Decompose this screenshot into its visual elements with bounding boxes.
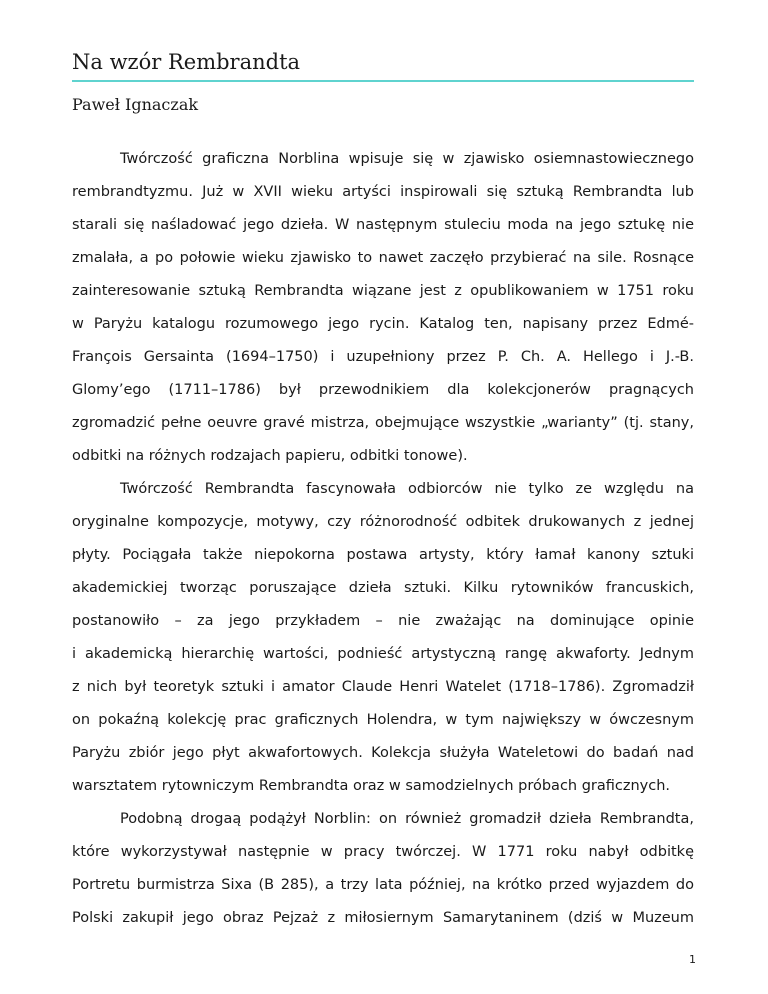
paragraph-2-line-6: i akademicką hierarchię wartości, podnieść artystyczną rangę akwaforty. Jednym <box>72 646 694 662</box>
paragraph-1-line-10: odbitki na różnych rodzajach papieru, odbitki tonowe). <box>72 448 468 464</box>
author-name: Paweł Ignaczak <box>72 95 199 114</box>
paragraph-2-line-3: płyty. Pociągała także niepokorna postawa artysty, który łamał kanony sztuki <box>72 547 694 563</box>
paragraph-2-line-7: z nich był teoretyk sztuki i amator Claude Henri Watelet (1718–1786). Zgromadził <box>72 679 694 695</box>
paragraph-2-line-2: oryginalne kompozycje, motywy, czy różnorodność odbitek drukowanych z jednej <box>72 514 694 530</box>
paragraph-1-line-4: zmalała, a po połowie wieku zjawisko to nawet zaczęło przybierać na sile. Rosnące <box>72 250 694 266</box>
paragraph-1-line-5: zainteresowanie sztuką Rembrandta wiązane jest z opublikowaniem w 1751 roku <box>72 283 694 299</box>
paragraph-3-line-2: które wykorzystywał następnie w pracy twórczej. W 1771 roku nabył odbitkę <box>72 844 694 860</box>
page-number: 1 <box>689 953 696 966</box>
paragraph-2-line-9: Paryżu zbiór jego płyt akwafortowych. Kolekcja służyła Wateletowi do badań nad <box>72 745 694 761</box>
paragraph-2-line-10: warsztatem rytowniczym Rembrandta oraz w samodzielnych próbach graficznych. <box>72 778 671 794</box>
paragraph-3-line-3: Portretu burmistrza Sixa (B 285), a trzy lata później, na krótko przed wyjazdem do <box>72 877 694 893</box>
paragraph-2-line-5: postanowiło – za jego przykładem – nie zważając na dominujące opinie <box>72 613 694 629</box>
paragraph-3-line-4: Polski zakupił jego obraz Pejzaż z miłosiernym Samarytaninem (dziś w Muzeum <box>72 910 694 926</box>
paragraph-2-line-1: Twórczość Rembrandta fascynowała odbiorców nie tylko ze względu na <box>120 481 694 497</box>
paragraph-2-line-8: on pokaźną kolekcję prac graficznych Holendra, w tym największy w ówczesnym <box>72 712 694 728</box>
paragraph-1-line-6: w Paryżu katalogu rozumowego jego rycin. Katalog ten, napisany przez Edmé- <box>72 316 694 332</box>
title-underline <box>72 80 694 82</box>
paragraph-1-line-1: Twórczość graficzna Norblina wpisuje się w zjawisko osiemnastowiecznego <box>120 151 694 167</box>
document-title: Na wzór Rembrandta <box>72 50 301 74</box>
paragraph-2-line-4: akademickiej tworząc poruszające dzieła sztuki. Kilku rytowników francuskich, <box>72 580 694 596</box>
paragraph-1-line-8: Glomy’ego (1711–1786) był przewodnikiem dla kolekcjonerów pragnących <box>72 382 694 398</box>
paragraph-3-line-1: Podobną drogaą podążył Norblin: on również gromadził dzieła Rembrandta, <box>120 811 694 827</box>
paragraph-1-line-9: zgromadzić pełne oeuvre gravé mistrza, obejmujące wszystkie „warianty” (tj. stany, <box>72 415 694 431</box>
paragraph-1-line-2: rembrandtyzmu. Już w XVII wieku artyści inspirowali się sztuką Rembrandta lub <box>72 184 694 200</box>
paragraph-1-line-3: starali się naśladować jego dzieła. W następnym stuleciu moda na jego sztukę nie <box>72 217 694 233</box>
paragraph-1-line-7: François Gersainta (1694–1750) i uzupełniony przez P. Ch. A. Hellego i J.-B. <box>72 349 694 365</box>
